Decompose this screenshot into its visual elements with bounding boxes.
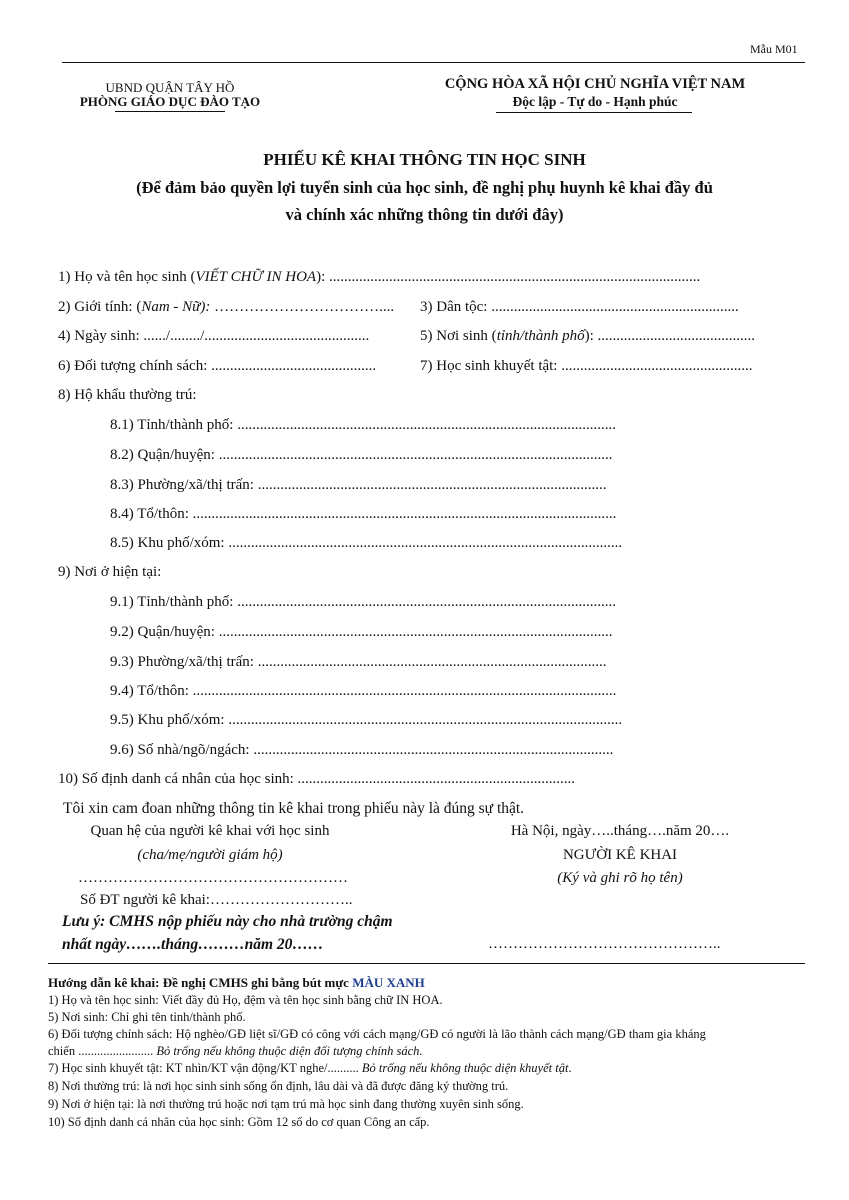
guide-item-6: 6) Đối tượng chính sách: Hộ nghèo/GĐ liệt sĩ/GĐ có công với cách mạng/GĐ có người là lão thành cách mạng/GĐ tham gia kháng — [48, 1027, 706, 1041]
field-disability[interactable]: 7) Học sinh khuyết tật: ................................................... — [420, 358, 753, 374]
submission-note-line2: nhất ngày…….tháng………năm 20…… — [62, 936, 324, 953]
declarer-title: NGƯỜI KÊ KHAI — [562, 847, 678, 863]
motto-underline — [496, 112, 692, 113]
guide-item-5: 5) Nơi sinh: Chỉ ghi tên tỉnh/thành phố. — [48, 1010, 246, 1024]
field-label: 5) Nơi sinh ( — [420, 328, 497, 344]
guide-text: 7) Học sinh khuyết tật: KT nhìn/KT vận động/KT nghe/.......... — [48, 1061, 362, 1075]
field-personal-id[interactable]: 10) Số định danh cá nhân của học sinh: .......................................................................... — [58, 771, 576, 787]
guide-heading-text: Hướng dẫn kê khai: Đề nghị CMHS ghi bằng bút mực — [48, 975, 353, 990]
field-label-italic: Nam - Nữ): — [141, 299, 211, 315]
form-code: Mẫu M01 — [750, 42, 798, 56]
field-cur-neighborhood[interactable]: 9.5) Khu phố/xóm: ......................................................................................................... — [110, 712, 623, 728]
top-rule — [62, 62, 805, 63]
relation-field[interactable]: ……………………………………………… — [78, 870, 348, 886]
department-name: PHÒNG GIÁO DỤC ĐÀO TẠO — [79, 94, 261, 109]
field-label-italic: tỉnh/thành phố — [496, 328, 585, 344]
form-subtitle-2: và chính xác những thông tin dưới đây) — [285, 205, 564, 224]
guide-item-1: 1) Họ và tên học sinh: Viết đầy đủ Họ, đệm và tên học sinh bằng chữ IN HOA. — [48, 993, 443, 1007]
field-label: 1) Họ và tên học sinh ( — [58, 269, 196, 285]
date-place[interactable]: Hà Nội, ngày…..tháng….năm 20…. — [510, 823, 730, 839]
guide-item-8: 8) Nơi thường trú: là nơi học sinh sinh sống ổn định, lâu dài và đã được đăng ký thường trú. — [48, 1079, 509, 1093]
field-birth-date[interactable]: 4) Ngày sinh: ....../......../............................................ — [58, 328, 370, 344]
commitment-text: Tôi xin cam đoan những thông tin kê khai trong phiếu này là đúng sự thật. — [63, 800, 525, 817]
guide-item-6-cont — [48, 1044, 423, 1059]
field-cur-province[interactable]: 9.1) Tỉnh/thành phố: ..................................................................................................... — [110, 594, 616, 610]
section-current-residence: 9) Nơi ở hiện tại: — [58, 564, 162, 580]
field-gender[interactable] — [58, 298, 394, 316]
guide-item-9: 9) Nơi ở hiện tại: là nơi thường trú hoặc nơi tạm trú mà học sinh đang thường xuyên sinh sống. — [48, 1097, 524, 1111]
field-cur-district[interactable]: 9.2) Quận/huyện: ......................................................................................................... — [110, 624, 613, 640]
field-perm-district[interactable]: 8.2) Quận/huyện: ......................................................................................................... — [110, 447, 613, 463]
field-perm-group[interactable]: 8.4) Tổ/thôn: ................................................................................................................. — [110, 506, 617, 522]
field-dots: ): .......................................... — [584, 328, 756, 344]
field-cur-house-number[interactable]: 9.6) Số nhà/ngõ/ngách: ................................................................................................ — [110, 742, 614, 758]
declarer-hint: (Ký và ghi rõ họ tên) — [557, 870, 683, 886]
field-perm-province[interactable]: 8.1) Tỉnh/thành phố: ..................................................................................................... — [110, 417, 616, 433]
form-title: PHIẾU KÊ KHAI THÔNG TIN HỌC SINH — [263, 150, 586, 169]
guide-item-10: 10) Số định danh cá nhân của học sinh: Gồm 12 số do cơ quan Công an cấp. — [48, 1115, 430, 1129]
field-perm-ward[interactable]: 8.3) Phường/xã/thị trấn: ............................................................................................. — [110, 477, 607, 493]
department-underline — [115, 111, 225, 112]
field-dots: …………………………….... — [210, 299, 395, 315]
field-ethnicity[interactable]: 3) Dân tộc: .................................................................. — [420, 299, 739, 315]
guide-text: chiến ........................ — [48, 1044, 157, 1058]
field-cur-group[interactable]: 9.4) Tổ/thôn: ................................................................................................................. — [110, 683, 617, 699]
guide-text-end: . — [568, 1061, 572, 1075]
form-subtitle-1: (Để đảm bảo quyền lợi tuyển sinh của học sinh, đề nghị phụ huynh kê khai đầy đủ — [136, 178, 713, 197]
guide-heading — [48, 975, 425, 990]
guide-item-7 — [48, 1061, 572, 1076]
submission-note-line1: Lưu ý: CMHS nộp phiếu này cho nhà trường chậm — [62, 913, 393, 930]
field-birth-place[interactable] — [420, 327, 755, 345]
section-permanent-residence: 8) Hộ khẩu thường trú: — [58, 387, 197, 403]
guide-separator — [48, 963, 805, 964]
field-label-italic: VIẾT CHỮ IN HOA — [195, 269, 317, 285]
field-perm-neighborhood[interactable]: 8.5) Khu phố/xóm: ......................................................................................................... — [110, 535, 623, 551]
field-full-name[interactable] — [58, 268, 700, 286]
relation-label: Quan hệ của người kê khai với học sinh — [90, 823, 330, 839]
relation-hint: (cha/mẹ/người giám hộ) — [137, 847, 283, 863]
guide-text-italic: Bỏ trống nếu không thuộc diện khuyết tật — [361, 1061, 569, 1075]
field-cur-ward[interactable]: 9.3) Phường/xã/thị trấn: ............................................................................................. — [110, 654, 607, 670]
guide-heading-color: MÀU XANH — [352, 975, 425, 990]
field-label: 2) Giới tính: ( — [58, 299, 142, 315]
field-policy-group[interactable]: 6) Đối tượng chính sách: ............................................ — [58, 358, 377, 374]
phone-field[interactable]: Số ĐT người kê khai:……………………….. — [80, 892, 353, 908]
national-motto: Độc lập - Tự do - Hạnh phúc — [512, 94, 678, 109]
field-dots: ): ................................................................................................... — [316, 269, 701, 285]
signature-field[interactable]: ……………………………………….. — [488, 936, 721, 952]
national-title: CỘNG HÒA XÃ HỘI CHỦ NGHĨA VIỆT NAM — [444, 76, 746, 92]
agency-name: UBND QUẬN TÂY HỒ — [105, 80, 235, 95]
guide-text-italic: Bỏ trống nếu không thuộc diện đối tượng chính sách. — [156, 1044, 423, 1058]
